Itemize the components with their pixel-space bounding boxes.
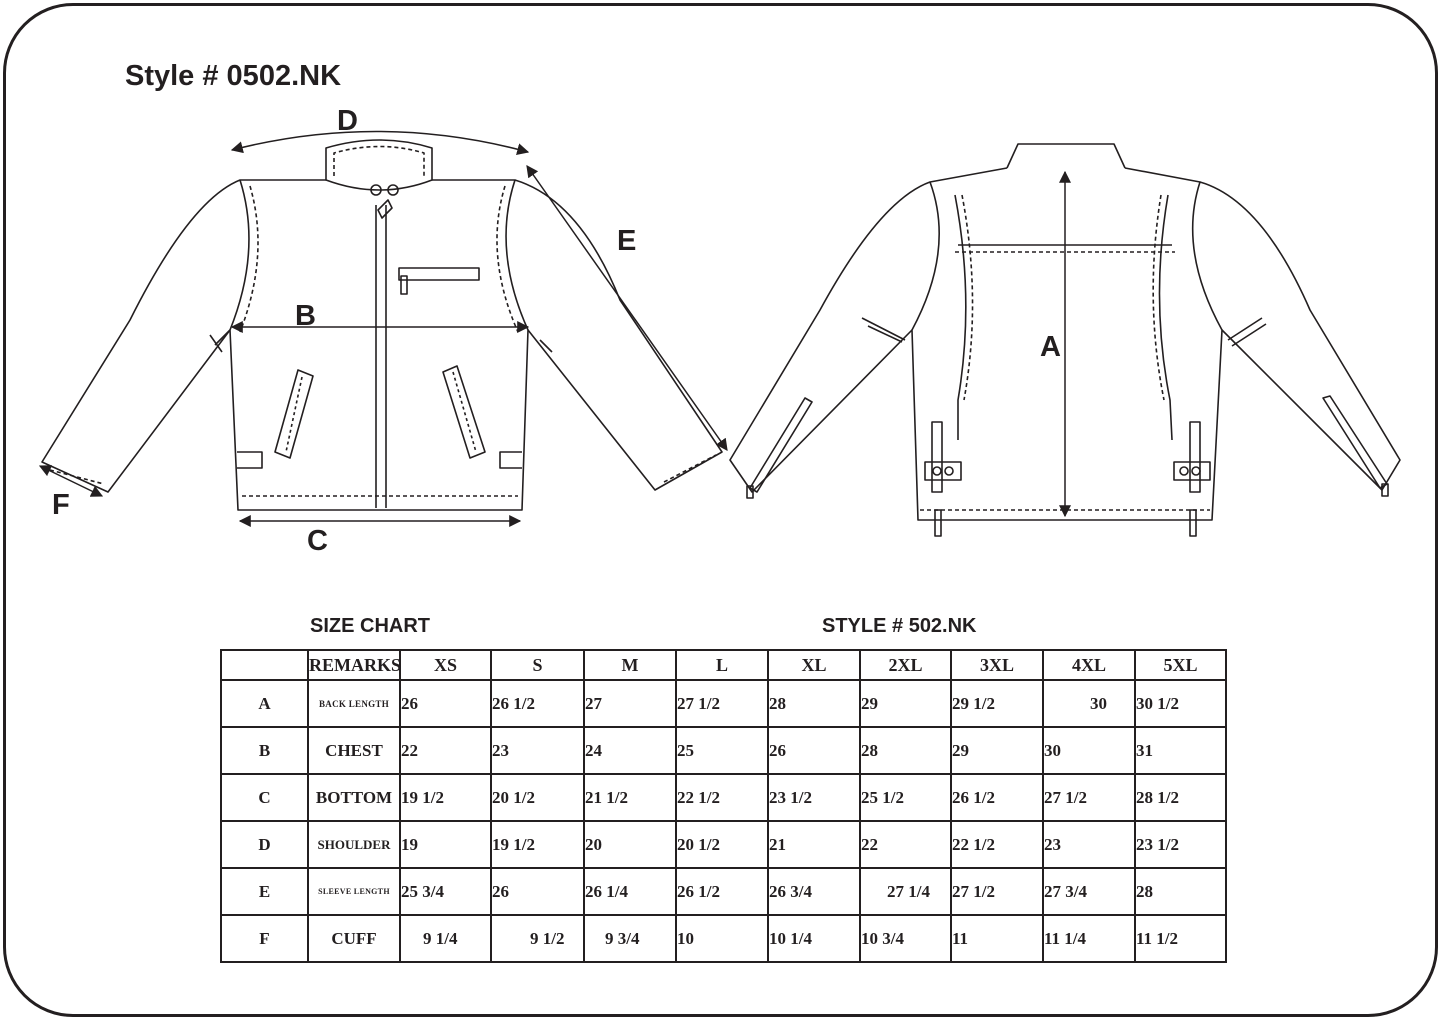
dimension-label-a: A [1040, 331, 1061, 363]
table-cell: 25 3/4 [400, 868, 491, 915]
table-cell: 30 [1043, 727, 1135, 774]
corner-cell [221, 650, 308, 680]
table-cell: 9 1/2 [491, 915, 584, 962]
table-row [221, 727, 1226, 774]
size-header: L [676, 650, 768, 680]
table-cell: 30 [1043, 680, 1135, 727]
size-header: S [491, 650, 584, 680]
table-cell: 28 [1135, 868, 1226, 915]
table-cell: 24 [584, 727, 676, 774]
table-cell: 20 [584, 821, 676, 868]
table-cell: 11 [951, 915, 1043, 962]
table-cell: 22 1/2 [951, 821, 1043, 868]
table-cell: 26 1/2 [951, 774, 1043, 821]
table-cell: 28 [768, 680, 860, 727]
table-cell: 9 3/4 [584, 915, 676, 962]
dimension-label-b: B [295, 300, 316, 332]
table-cell: 23 [491, 727, 584, 774]
table-cell: 21 1/2 [584, 774, 676, 821]
table-cell: 26 [400, 680, 491, 727]
row-remark: SHOULDER [308, 821, 400, 868]
table-cell: 25 [676, 727, 768, 774]
row-key: A [221, 680, 308, 727]
table-cell: 11 1/2 [1135, 915, 1226, 962]
table-cell: 10 1/4 [768, 915, 860, 962]
row-key: C [221, 774, 308, 821]
table-cell: 9 1/4 [400, 915, 491, 962]
size-header: M [584, 650, 676, 680]
table-row [221, 680, 1226, 727]
table-cell: 26 1/2 [491, 680, 584, 727]
table-cell: 19 1/2 [491, 821, 584, 868]
table-cell: 23 1/2 [1135, 821, 1226, 868]
size-header: 2XL [860, 650, 951, 680]
table-cell: 26 3/4 [768, 868, 860, 915]
row-remark: BOTTOM [308, 774, 400, 821]
size-header: 5XL [1135, 650, 1226, 680]
row-remark: CHEST [308, 727, 400, 774]
table-cell: 21 [768, 821, 860, 868]
table-row [221, 821, 1226, 868]
table-cell: 26 [491, 868, 584, 915]
table-cell: 27 1/2 [1043, 774, 1135, 821]
size-chart-table [220, 649, 1227, 963]
table-cell: 27 1/2 [676, 680, 768, 727]
table-cell: 28 [860, 727, 951, 774]
table-cell: 26 1/2 [676, 868, 768, 915]
table-cell: 27 [584, 680, 676, 727]
table-cell: 11 1/4 [1043, 915, 1135, 962]
row-remark: SLEEVE LENGTH [308, 868, 400, 915]
table-cell: 29 [860, 680, 951, 727]
size-header: XL [768, 650, 860, 680]
size-header: 3XL [951, 650, 1043, 680]
table-row [221, 868, 1226, 915]
table-cell: 27 1/2 [951, 868, 1043, 915]
table-cell: 27 3/4 [1043, 868, 1135, 915]
row-remark: BACK LENGTH [308, 680, 400, 727]
table-row [221, 774, 1226, 821]
row-key: D [221, 821, 308, 868]
dimension-label-d: D [337, 105, 358, 137]
table-cell: 19 1/2 [400, 774, 491, 821]
row-key: E [221, 868, 308, 915]
dimension-label-f: F [52, 489, 70, 521]
row-key: B [221, 727, 308, 774]
table-cell: 23 [1043, 821, 1135, 868]
size-header: XS [400, 650, 491, 680]
table-cell: 20 1/2 [491, 774, 584, 821]
row-key: F [221, 915, 308, 962]
dimension-label-c: C [307, 525, 328, 557]
table-cell: 20 1/2 [676, 821, 768, 868]
table-cell: 22 [860, 821, 951, 868]
table-cell: 19 [400, 821, 491, 868]
table-cell: 31 [1135, 727, 1226, 774]
table-cell: 10 3/4 [860, 915, 951, 962]
dimension-label-e: E [617, 225, 637, 257]
table-cell: 22 1/2 [676, 774, 768, 821]
remarks-header: REMARKS [308, 650, 400, 680]
row-remark: CUFF [308, 915, 400, 962]
size-chart-title: SIZE CHART [310, 615, 430, 637]
size-header: 4XL [1043, 650, 1135, 680]
size-chart-style-label: STYLE # 502.NK [822, 615, 977, 637]
table-cell: 29 1/2 [951, 680, 1043, 727]
table-cell: 25 1/2 [860, 774, 951, 821]
table-cell: 22 [400, 727, 491, 774]
table-cell: 27 1/4 [860, 868, 951, 915]
table-cell: 26 1/4 [584, 868, 676, 915]
table-cell: 28 1/2 [1135, 774, 1226, 821]
table-cell: 30 1/2 [1135, 680, 1226, 727]
jacket-front-view [42, 140, 722, 510]
table-cell: 26 [768, 727, 860, 774]
size-header-row [221, 650, 1226, 680]
table-cell: 29 [951, 727, 1043, 774]
table-cell: 10 [676, 915, 768, 962]
style-title: Style # 0502.NK [125, 60, 342, 92]
table-row [221, 915, 1226, 962]
table-cell: 23 1/2 [768, 774, 860, 821]
